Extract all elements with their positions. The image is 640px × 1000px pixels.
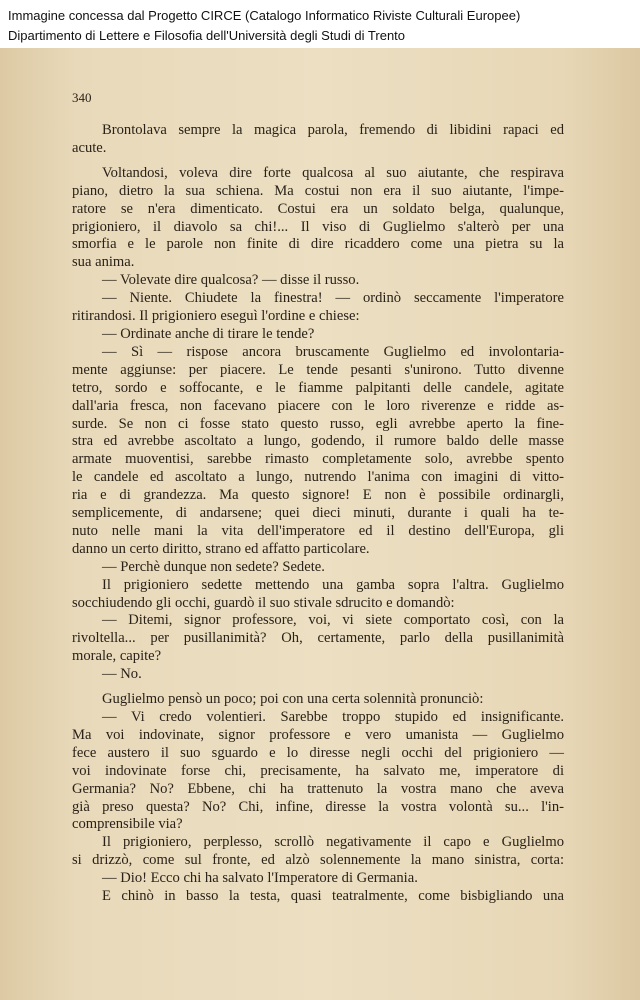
text-line: — Perchè dunque non sedete? Sedete. [102,558,325,575]
text-line: prigioniero, il diavolo sa chi!... Il viso di Guglielmo s'alterò per una [72,218,564,235]
text-line: stra ed avrebbe ascoltato a lungo, godendo, il rumore baldo delle masse [72,433,564,450]
text-line: dall'aria fresca, non facevano piacere con le loro riverenze e ridde as- [72,397,564,414]
body-text [72,122,564,906]
text-line: — Ordinate anche di tirare le tende? [102,325,315,342]
text-line: — Sì — rispose ancora bruscamente Guglielmo ed involontaria- [102,343,564,360]
text-line: acute. [72,139,107,156]
text-line: Il prigioniero, perplesso, scrollò negativamente il capo e Guglielmo [102,834,564,851]
text-line: semplicemente, di andarsene; quei dieci minuti, durante i quali ha te- [72,505,564,522]
text-line: smorfia e le parole non finite di dire ricaddero come una pietra su la [72,236,564,253]
text-line: E chinò in basso la testa, quasi teatralmente, come bisbigliando una [102,888,564,905]
text-line: Brontolava sempre la magica parola, fremendo di libidini rapaci ed [102,122,564,138]
text-line: — Vi credo volentieri. Sarebbe troppo stupido ed insignificante. [102,709,564,725]
text-line: nuto nelle mani la vita dell'imperatore ed il destino dell'Europa, gli [72,522,564,539]
text-line: armate muoventisi, sarebbe rimasto completamente solo, avrebbe spento [72,451,564,468]
text-line: — No. [102,666,142,683]
text-line: — Volevate dire qualcosa? — disse il russo. [102,272,360,289]
text-line: mente aggiunse: per piacere. Le tende pesanti s'unirono. Tutto divenne [72,361,564,378]
text-line: morale, capite? [72,648,162,665]
credit-line-project: Immagine concessa dal Progetto CIRCE (Catalogo Informatico Riviste Culturali Europee) [8,8,521,23]
text-line: fece austero il suo sguardo e lo diresse negli occhi del prigioniero — [72,744,564,761]
text-line: ratore se n'era dimenticato. Costui era un soldato belga, qualunque, [72,200,564,217]
text-line: le candele ed ascoltato a lungo, nutrendo l'anima con imagini di vitto- [72,469,564,486]
text-line: surde. Se non ci fosse stato questo russo, egli avrebbe aperto la fine- [72,415,564,432]
text-line: comprensibile via? [72,816,183,833]
text-line: Voltandosi, voleva dire forte qualcosa al suo aiutante, che respirava [102,164,564,181]
archive-credit-header [0,0,640,48]
text-line: ria e di grandezza. Ma questo signore! E non è possibile ordinargli, [72,487,564,504]
text-line: rivoltella... per pusillanimità? Oh, certamente, parlo della pusillanimità [72,630,564,647]
text-line: Ma voi indovinate, signor professore e vero umanista — Guglielmo [72,726,564,743]
text-line: sua anima. [72,254,135,271]
text-line: ritirandosi. Il prigioniero eseguì l'ordine e chiese: [72,308,360,325]
text-line: tetro, sordo e soffocante, e le fiamme palpitanti delle candele, agitate [72,379,564,396]
text-line: si drizzò, come sul fronte, ed alzò solennemente la mano sinistra, corta: [72,852,564,869]
text-line: socchiudendo gli occhi, guardò il suo stivale sdrucito e domandò: [72,594,455,611]
credit-line-department: Dipartimento di Lettere e Filosofia dell'Università degli Studi di Trento [8,28,406,43]
text-line: — Dio! Ecco chi ha salvato l'Imperatore di Germania. [102,870,418,887]
text-line: voi indovinate forse chi, precisamente, ha salvato me, imperatore di [72,762,564,779]
page-number: 340 [72,90,92,105]
text-line: piano, dietro la sua schiena. Ma costui non era il suo aiutante, l'impe- [72,182,564,199]
text-line: danno un certo diritto, strano ed affatto particolare. [72,540,370,557]
text-line: — Ditemi, signor professore, voi, vi siete comportato così, con la [102,612,564,629]
text-line: Il prigioniero sedette mettendo una gamba sopra l'altra. Guglielmo [102,576,564,593]
text-line: Germania? No? Ebbene, chi ha trattenuto la vostra mano che aveva [72,780,564,797]
text-line: già preso questa? No? Chi, infine, diresse la vostra volontà su... l'in- [72,798,564,815]
text-line: Guglielmo pensò un poco; poi con una certa solennità pronunciò: [102,691,484,708]
text-line: — Niente. Chiudete la finestra! — ordinò seccamente l'imperatore [102,290,564,307]
